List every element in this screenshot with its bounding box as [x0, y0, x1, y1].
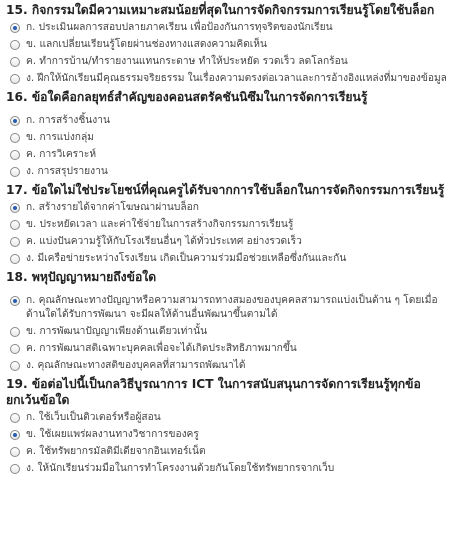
radio-unchecked-icon[interactable]	[10, 447, 20, 457]
answer-option[interactable]	[10, 165, 449, 179]
answer-option[interactable]	[10, 428, 449, 442]
radio-unchecked-icon[interactable]	[10, 464, 20, 474]
question-block	[6, 2, 449, 86]
radio-unchecked-icon[interactable]	[10, 361, 20, 371]
answer-option[interactable]	[10, 342, 449, 356]
radio-unchecked-icon[interactable]	[10, 150, 20, 160]
question-title: 18. พหุปัญญาหมายถึงข้อใด	[6, 270, 157, 284]
answer-option-label: ก. การสร้างชิ้นงาน	[26, 115, 110, 126]
answer-option[interactable]	[10, 252, 449, 266]
question-block	[6, 182, 449, 266]
answer-option-label: ง. การสรุปรายงาน	[26, 166, 108, 177]
answer-option[interactable]	[10, 462, 449, 476]
radio-checked-icon[interactable]	[10, 203, 20, 213]
radio-checked-icon[interactable]	[10, 296, 20, 306]
answer-option[interactable]	[10, 148, 449, 162]
answer-option[interactable]	[10, 359, 449, 373]
answer-option-label: ก. สร้างรายได้จากค่าโฆษณาผ่านบล็อก	[26, 202, 199, 213]
radio-checked-icon[interactable]	[10, 116, 20, 126]
radio-unchecked-icon[interactable]	[10, 57, 20, 67]
radio-checked-icon[interactable]	[10, 430, 20, 440]
radio-unchecked-icon[interactable]	[10, 327, 20, 337]
answer-option-label: ก. ใช้เว็บเป็นติวเตอร์หรือผู้สอน	[26, 412, 161, 423]
radio-unchecked-icon[interactable]	[10, 220, 20, 230]
answer-option-label: ง. ให้นักเรียนร่วมมือในการทำโครงงานด้วยกันโดยใช้ทรัพยากรจากเว็บ	[26, 463, 335, 474]
answer-option-label: ข. แลกเปลี่ยนเรียนรู้โดยผ่านช่องทางแสดงความคิดเห็น	[26, 39, 267, 50]
question-block	[6, 376, 449, 476]
answer-option[interactable]	[10, 114, 449, 128]
question-title: 17. ข้อใดไม่ใช่ประโยชน์ที่คุณครูได้รับจากการใช้บล็อกในการจัดกิจกรรมการเรียนรู้	[6, 183, 445, 197]
answer-option-label: ก. คุณลักษณะทางปัญญาหรือความสามารถทางสมองของบุคคลสามารถแบ่งเป็นด้าน ๆ โดยเมื่อด้านใดได้รับการพัฒนา จะมีผลให้ด้านอื่นพัฒนาขึ้นตามได้	[26, 295, 438, 320]
question-title: 15. กิจกรรมใดมีความเหมาะสมน้อยที่สุดในการจัดกิจกรรมการเรียนรู้โดยใช้บล็อก	[6, 3, 435, 17]
question-block	[6, 269, 449, 373]
answer-option[interactable]	[10, 218, 449, 232]
answer-option-label: ข. ใช้เผยแพร่ผลงานทางวิชาการของครู	[26, 429, 199, 440]
answer-option[interactable]	[10, 201, 449, 215]
radio-unchecked-icon[interactable]	[10, 167, 20, 177]
radio-checked-icon[interactable]	[10, 23, 20, 33]
answer-option[interactable]	[10, 21, 449, 35]
answer-option-label: ค. ทำการบ้าน/ทำรายงานแทนกระดาษ ทำให้ประหยัด รวดเร็ว ลดโลกร้อน	[26, 56, 348, 67]
answer-option-label: ง. ฝึกให้นักเรียนมีคุณธรรมจริยธรรม ในเรื่องความตรงต่อเวลาและการอ้างอิงแหล่งที่มาของข้อมูล	[26, 73, 447, 84]
radio-unchecked-icon[interactable]	[10, 254, 20, 264]
answer-option[interactable]	[10, 445, 449, 459]
answer-option-label: ข. ประหยัดเวลา และค่าใช้จ่ายในการสร้างกิจกรรมการเรียนรู้	[26, 219, 294, 230]
answer-option-label: ข. การพัฒนาปัญญาเพียงด้านเดียวเท่านั้น	[26, 326, 208, 337]
answer-option[interactable]	[10, 72, 449, 86]
answer-option-label: ง. คุณลักษณะทางสติของบุคคลที่สามารถพัฒนาได้	[26, 360, 246, 371]
answer-option[interactable]	[10, 38, 449, 52]
question-block	[6, 89, 449, 179]
radio-unchecked-icon[interactable]	[10, 237, 20, 247]
answer-option-label: ค. ใช้ทรัพยากรมัลติมีเดียจากอินเทอร์เน็ต	[26, 446, 206, 457]
answer-option-label: ง. มีเครือข่ายระหว่างโรงเรียน เกิดเป็นความร่วมมือช่วยเหลือซึ่งกันและกัน	[26, 253, 347, 264]
radio-unchecked-icon[interactable]	[10, 133, 20, 143]
answer-option[interactable]	[10, 131, 449, 145]
question-title: 19. ข้อต่อไปนี้เป็นกลวิธีบูรณาการ ICT ในการสนับสนุนการจัดการเรียนรู้ทุกข้อยกเว้นข้อใด	[6, 377, 421, 407]
answer-option-label: ค. การวิเคราะห์	[26, 149, 97, 160]
answer-option[interactable]	[10, 411, 449, 425]
answer-option[interactable]	[10, 235, 449, 249]
radio-unchecked-icon[interactable]	[10, 40, 20, 50]
radio-unchecked-icon[interactable]	[10, 74, 20, 84]
answer-option-label: ค. การพัฒนาสติเฉพาะบุคคลเพื่อจะได้เกิดประสิทธิภาพมากขึ้น	[26, 343, 297, 354]
radio-unchecked-icon[interactable]	[10, 344, 20, 354]
question-title: 16. ข้อใดคือกลยุทธ์สำคัญของคอนสตรัคชันนิซึมในการจัดการเรียนรู้	[6, 90, 368, 104]
radio-unchecked-icon[interactable]	[10, 413, 20, 423]
answer-option[interactable]	[10, 55, 449, 69]
answer-option[interactable]	[10, 294, 449, 322]
answer-option-label: ก. ประเมินผลการสอบปลายภาคเรียน เพื่อป้องกันการทุจริตของนักเรียน	[26, 22, 333, 33]
answer-option-label: ค. แบ่งปันความรู้ให้กับโรงเรียนอื่นๆ ได้ทั่วประเทศ อย่างรวดเร็ว	[26, 236, 302, 247]
answer-option-label: ข. การแบ่งกลุ่ม	[26, 132, 94, 143]
answer-option[interactable]	[10, 325, 449, 339]
